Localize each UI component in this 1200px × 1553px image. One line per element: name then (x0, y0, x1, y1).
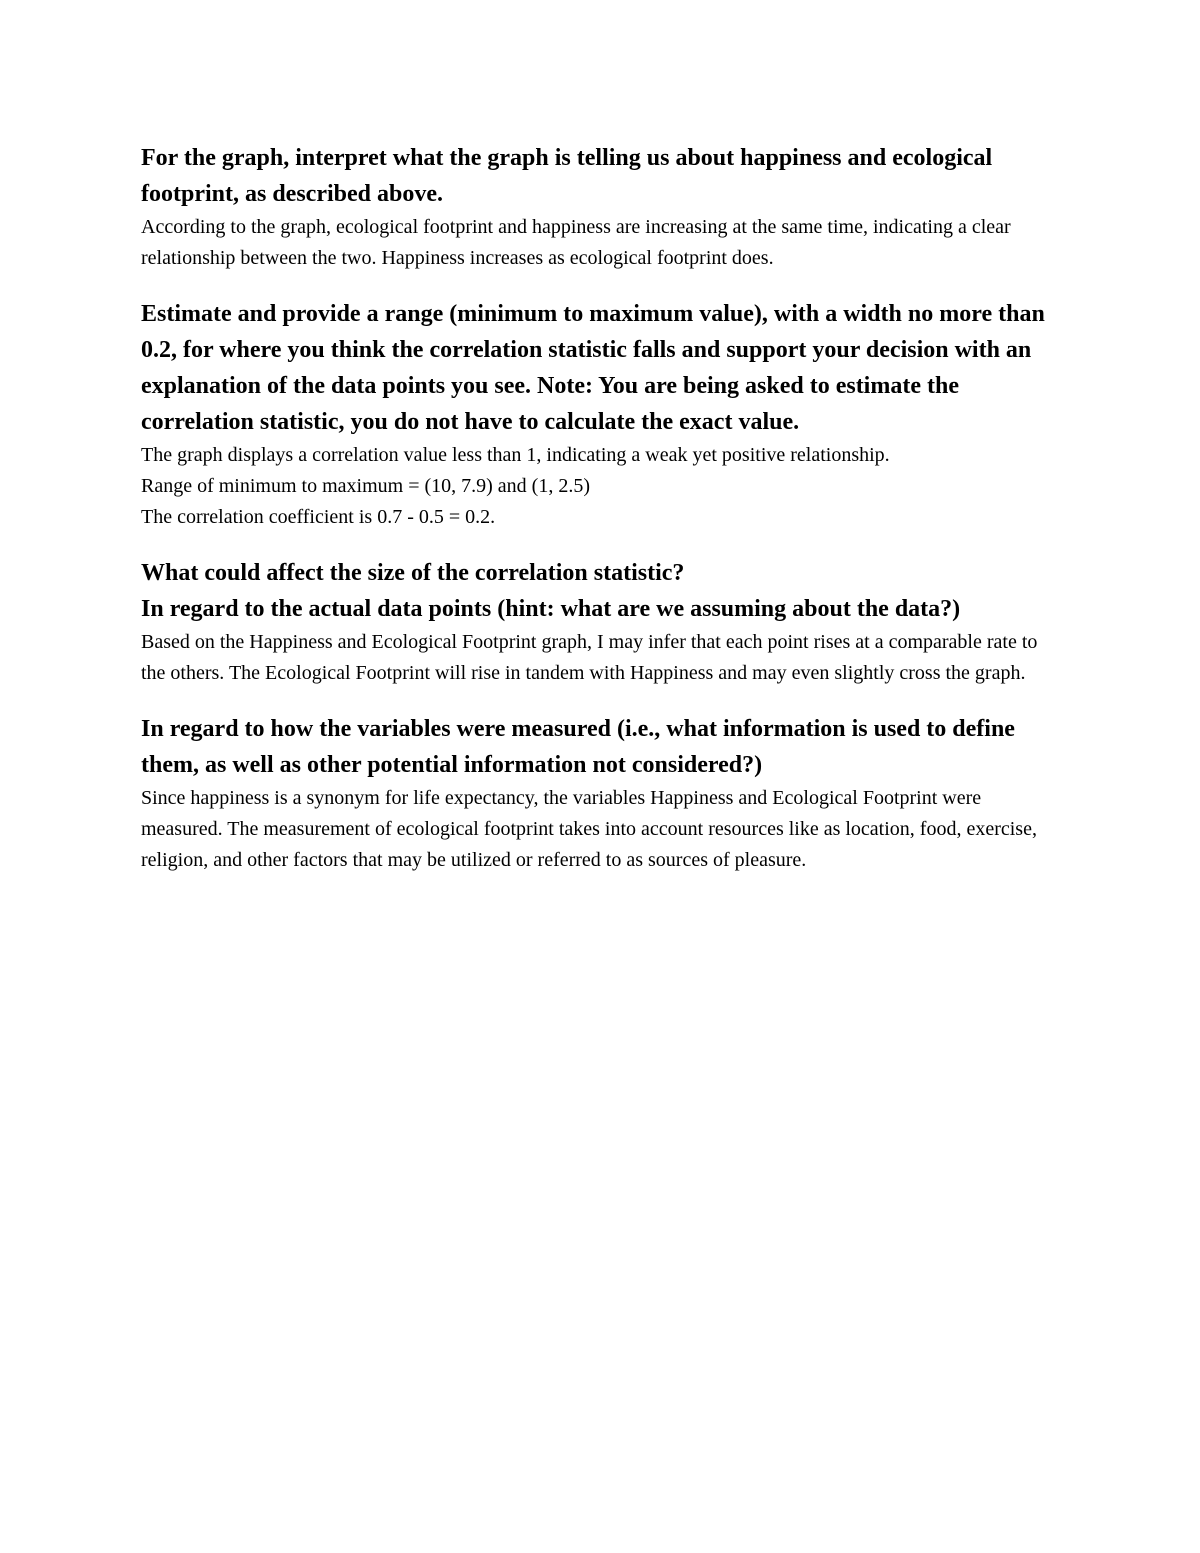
question-heading: For the graph, interpret what the graph is telling us about happiness and ecological footprint, as described above. (141, 145, 993, 207)
question-heading: Estimate and provide a range (minimum to maximum value), with a width no more than 0.2, for where you think the correlation statistic falls and support your decision with an explanation of the data points you see. Note: You are being asked to estimate the correlation statistic, you do not have to calculate the exact value. (141, 301, 1045, 435)
answer-line: Since happiness is a synonym for life expectancy, the variables Happiness and Ecological Footprint were measured. The measurement of ecological footprint takes into account resources like as location, food, exercise, religion, and other factors that may be utilized or referred to as sources of pleasure. (141, 787, 1037, 871)
section-interpret-graph (141, 140, 1061, 274)
answer-text (141, 783, 1061, 876)
answer-line: The correlation coefficient is 0.7 - 0.5 = 0.2. (141, 506, 496, 528)
section-variable-measurement (141, 711, 1061, 876)
answer-line: According to the graph, ecological footprint and happiness are increasing at the same time, indicating a clear relationship between the two. Happiness increases as ecological footprint does. (141, 216, 1011, 269)
answer-line: Range of minimum to maximum = (10, 7.9) and (1, 2.5) (141, 475, 590, 497)
question-heading: What could affect the size of the correlation statistic? (141, 560, 685, 586)
answer-text (141, 440, 1061, 533)
answer-line: The graph displays a correlation value less than 1, indicating a weak yet positive relationship. (141, 444, 890, 466)
answer-line: Based on the Happiness and Ecological Footprint graph, I may infer that each point rises at a comparable rate to the others. The Ecological Footprint will rise in tandem with Happiness and may even slightly cross the graph. (141, 631, 1038, 684)
section-affect-correlation (141, 555, 1061, 689)
question-subheading: In regard to the actual data points (hint: what are we assuming about the data?) (141, 596, 961, 622)
section-estimate-range (141, 296, 1061, 533)
question-heading: In regard to how the variables were measured (i.e., what information is used to define them, as well as other potential information not considered?) (141, 716, 1015, 778)
answer-text (141, 627, 1061, 689)
document-page (141, 140, 1061, 898)
answer-text (141, 212, 1061, 274)
